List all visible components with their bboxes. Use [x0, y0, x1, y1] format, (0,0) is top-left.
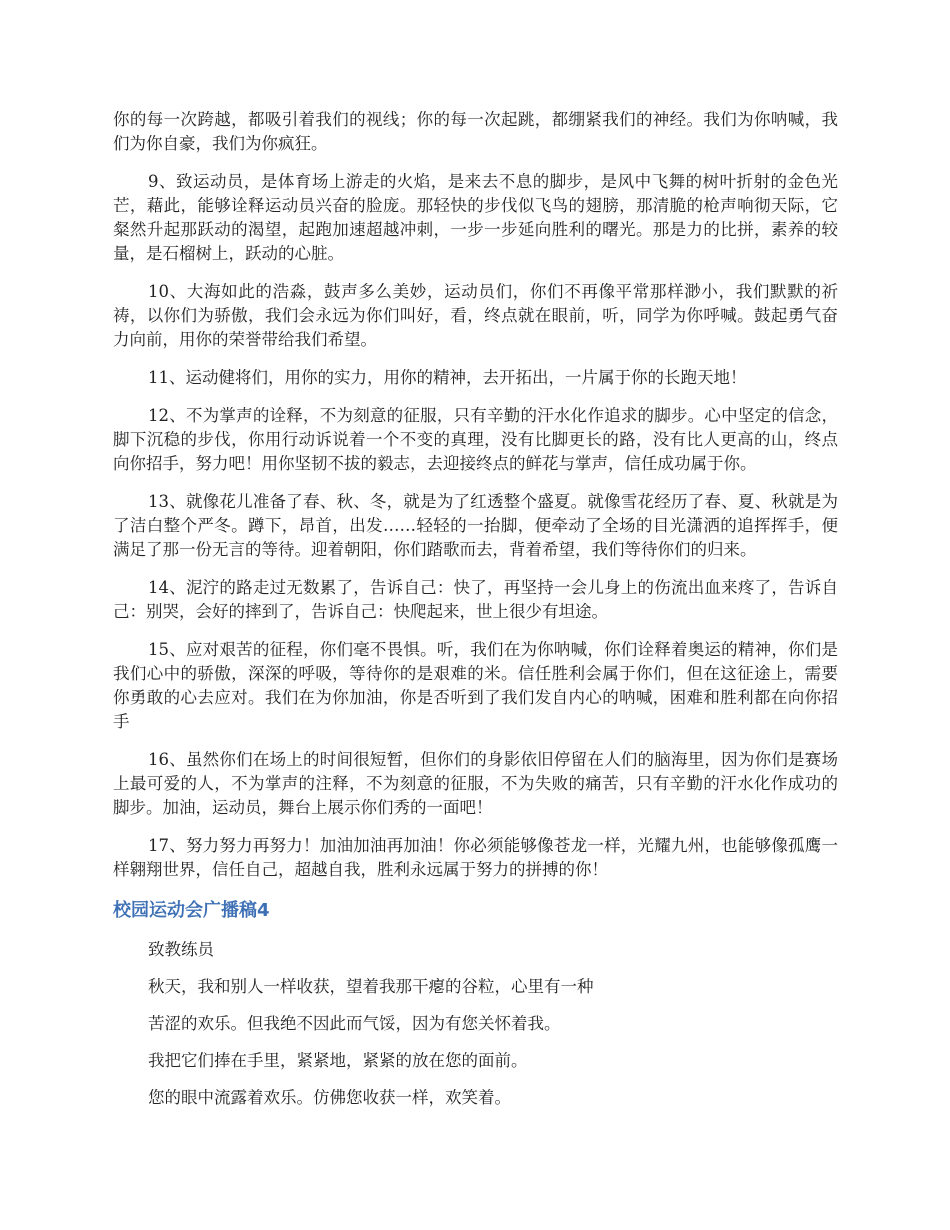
paragraph: 15、应对艰苦的征程，你们毫不畏惧。听，我们在为你呐喊，你们诠释着奥运的精神，你们是我们心中的骄傲，深深的呼吸，等待你的是艰难的米。信任胜利会属于你们，但在这征途上，需要你勇敢的心去应对。我们在为你加油，你是否听到了我们发自内心的呐喊，困难和胜利都在向你招手: [113, 640, 838, 731]
paragraph: 17、努力努力再努力！加油加油再加油！你必须能够像苍龙一样，光耀九州，也能够像孤鹰一样翱翔世界，信任自己，超越自我，胜利永远属于努力的拼搏的你！: [113, 836, 838, 879]
section-line: 苦涩的欢乐。但我绝不因此而气馁，因为有您关怀着我。: [148, 1014, 561, 1033]
paragraph: 11、运动健将们，用你的实力，用你的精神，去开拓出，一片属于你的长跑天地！: [148, 368, 747, 387]
paragraph: 13、就像花儿准备了春、秋、冬，就是为了红透整个盛夏。就像雪花经历了春、夏、秋就是为了洁白整个严冬。蹲下，昂首，出发……轻轻的一抬脚，便牵动了全场的目光潇洒的追挥挥手，便满足了那一份无言的等待。迎着朝阳，你们踏歌而去，背着希望，我们等待你们的归来。: [113, 492, 838, 559]
paragraph: 9、致运动员，是体育场上游走的火焰，是来去不息的脚步，是风中飞舞的树叶折射的金色光芒，藉此，能够诠释运动员兴奋的脸庞。那轻快的步伐似飞鸟的翅膀，那清脆的枪声响彻天际，它粲然升起那跃动的渴望，起跑加速超越冲刺，一步一步延向胜利的曙光。那是力的比拼，素养的较量，是石榴树上，跃动的心脏。: [113, 172, 838, 263]
section-line: 致教练员: [148, 940, 214, 959]
section-heading: 校园运动会广播稿4: [113, 900, 270, 921]
paragraph: 10、大海如此的浩淼，鼓声多么美妙，运动员们，你们不再像平常那样渺小，我们默默的祈祷，以你们为骄傲，我们会永远为你们叫好，看，终点就在眼前，听，同学为你呼喊。鼓起勇气奋力向前，用你的荣誉带给我们希望。: [113, 282, 838, 349]
section-line: 秋天，我和别人一样收获，望着我那干瘪的谷粒，心里有一种: [148, 977, 594, 996]
paragraph: 14、泥泞的路走过无数累了，告诉自己：快了，再坚持一会儿身上的伤流出血来疼了，告诉自己：别哭，会好的摔到了，告诉自己：快爬起来，世上很少有坦途。: [113, 578, 838, 621]
paragraph: 12、不为掌声的诠释，不为刻意的征服，只有辛勤的汗水化作追求的脚步。心中坚定的信念，脚下沉稳的步伐，你用行动诉说着一个不变的真理，没有比脚更长的路，没有比人更高的山，终点向你招手，努力吧！用你坚韧不拔的毅志，去迎接终点的鲜花与掌声，信任成功属于你。: [113, 406, 838, 473]
broadcast-paragraphs: [113, 108, 838, 882]
section-line: 您的眼中流露着欢乐。仿佛您收获一样，欢笑着。: [148, 1088, 511, 1107]
paragraph: 16、虽然你们在场上的时间很短暂，但你们的身影依旧停留在人们的脑海里，因为你们是赛场上最可爱的人，不为掌声的注释，不为刻意的征服，不为失败的痛苦，只有辛勤的汗水化作成功的脚步。加油，运动员，舞台上展示你们秀的一面吧！: [113, 750, 838, 817]
section-line: 我把它们捧在手里，紧紧地，紧紧的放在您的面前。: [148, 1051, 528, 1070]
section-lines: [113, 938, 838, 1110]
paragraph: 你的每一次跨越，都吸引着我们的视线；你的每一次起跳，都绷紧我们的神经。我们为你呐喊，我们为你自豪，我们为你疯狂。: [113, 110, 838, 153]
